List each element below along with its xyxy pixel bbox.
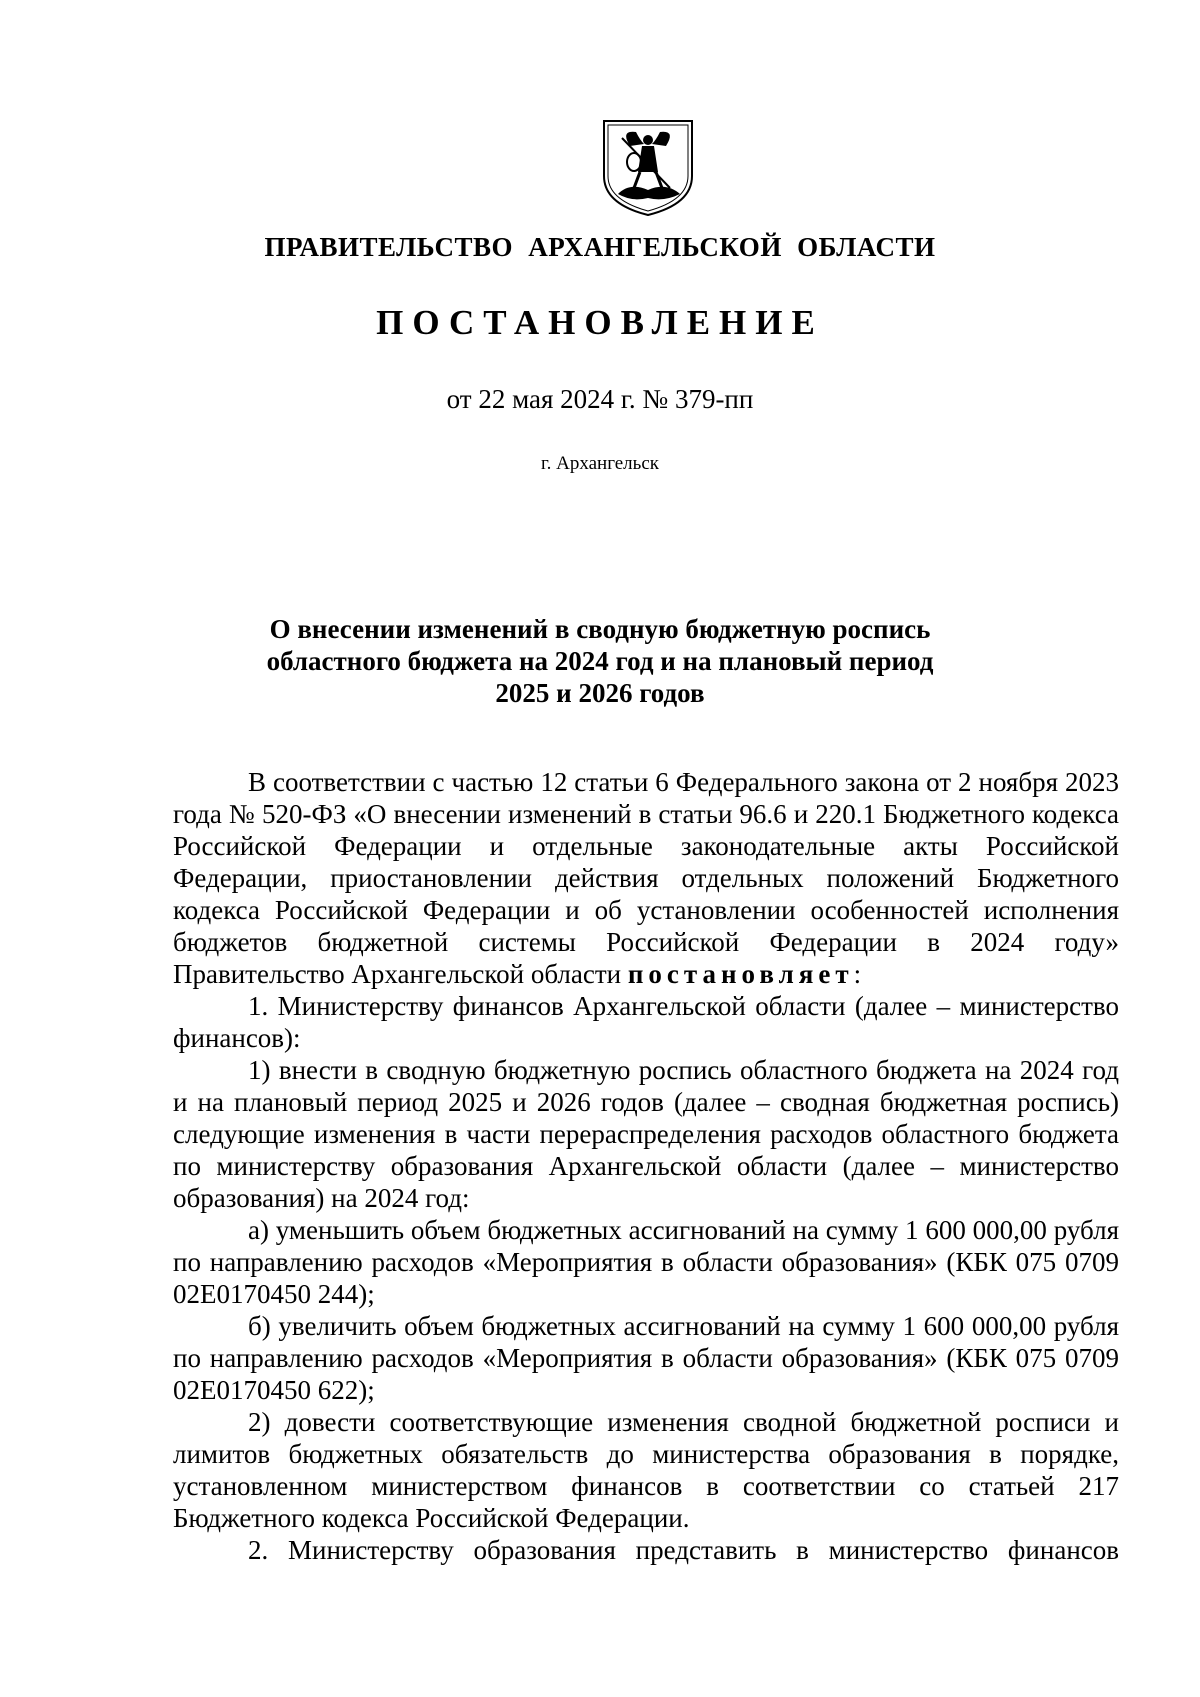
clause-1-2: 2) довести соответствующие изменения сводной бюджетной росписи и лимитов бюджетных обязательств до министерства образования в порядке, установленном министерством финансов в соответствии со статьей 217 Бюджетного кодекса Российской Федерации. bbox=[173, 1407, 1119, 1533]
preamble-paragraph bbox=[173, 766, 1119, 990]
document-city: г. Архангельск bbox=[540, 453, 659, 474]
document-title bbox=[0, 613, 1200, 709]
clause-1-1-a: а) уменьшить объем бюджетных ассигнований на сумму 1 600 000,00 рубля по направлению расходов «Мероприятия в области образования» (КБК 075 0709 02Е0170450 244); bbox=[173, 1215, 1119, 1309]
government-name: ПРАВИТЕЛЬСТВО АРХАНГЕЛЬСКОЙ ОБЛАСТИ bbox=[264, 232, 936, 262]
clause-1-1: 1) внести в сводную бюджетную роспись областного бюджета на 2024 год и на плановый период 2025 и 2026 годов (далее – сводная бюджетная роспись) следующие изменения в части перераспределения расходов областного бюджета по министерству образования Архангельской области (далее – министерство образования) на 2024 год: bbox=[173, 1055, 1119, 1213]
document-body bbox=[173, 766, 1119, 1566]
clause-2: 2. Министерству образования представить в министерство финансов bbox=[248, 1535, 1119, 1565]
title-line: областного бюджета на 2024 год и на плановый период bbox=[266, 646, 934, 676]
document-date-number: от 22 мая 2024 г. № 379-пп bbox=[446, 384, 754, 414]
preamble-text: В соответствии с частью 12 статьи 6 Федерального закона от 2 ноября 2023 года № 520-ФЗ «О внесении изменений в статьи 96.6 и 220.1 Бюджетного кодекса Российской Федерации и отдельные законодательные акты Российской Федерации, приостановлении действия отдельных положений Бюджетного кодекса Российской Федерации и об установлении особенностей исполнения бюджетов бюджетной системы Российской Федерации в 2024 году» Правительство Архангельской области bbox=[173, 767, 1119, 989]
title-line: О внесении изменений в сводную бюджетную роспись bbox=[269, 614, 931, 644]
resolves-word: постановляет bbox=[627, 959, 854, 989]
resolves-colon: : bbox=[853, 959, 862, 989]
title-line: 2025 и 2026 годов bbox=[495, 678, 705, 708]
clause-1-1-b: б) увеличить объем бюджетных ассигнований на сумму 1 600 000,00 рубля по направлению расходов «Мероприятия в области образования» (КБК 075 0709 02Е0170450 622); bbox=[173, 1311, 1119, 1405]
coat-of-arms-icon bbox=[600, 118, 696, 218]
clause-1: 1. Министерству финансов Архангельской области (далее – министерство финансов): bbox=[173, 991, 1119, 1053]
document-type: ПОСТАНОВЛЕНИЕ bbox=[376, 303, 824, 342]
